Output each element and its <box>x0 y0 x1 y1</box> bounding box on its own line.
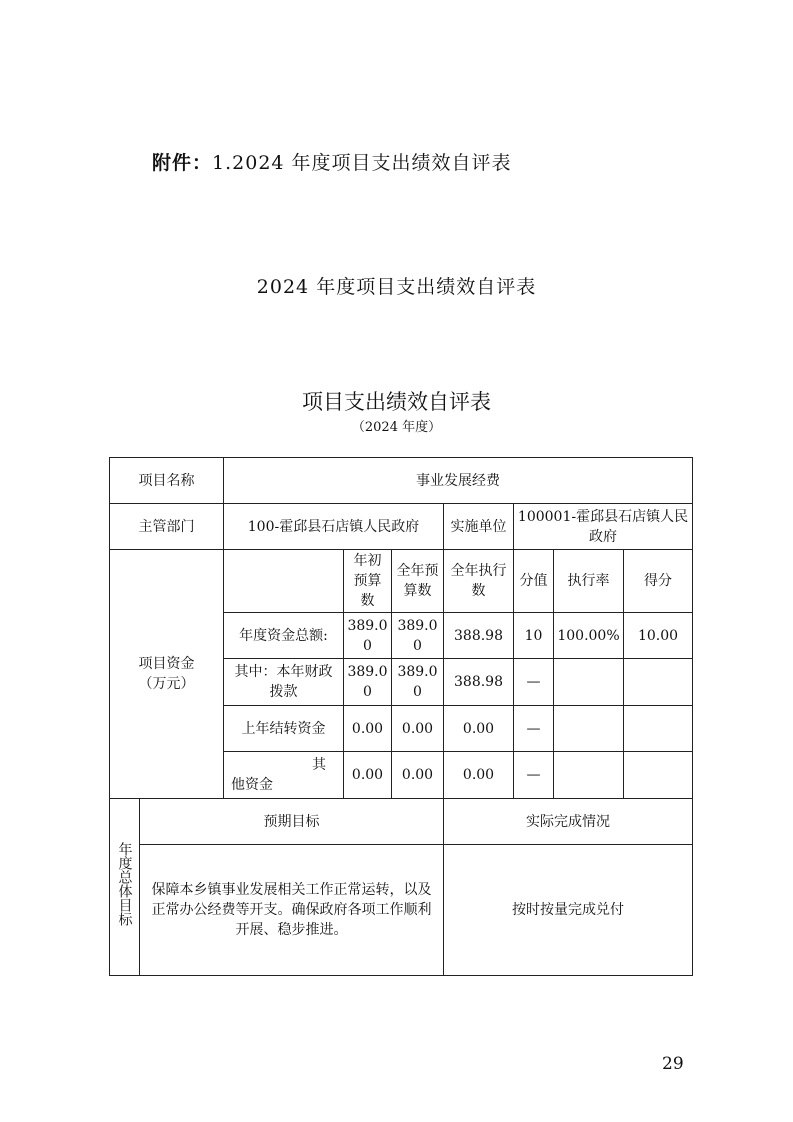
funds-exec-rate: 100.00% <box>554 613 624 659</box>
funds-other-label-bottom: 他资金 <box>231 777 273 793</box>
funds-header-blank <box>224 550 344 613</box>
funds-exec: 388.98 <box>444 659 514 706</box>
funds-score-value: — <box>514 706 554 752</box>
row-funds-header <box>110 550 693 613</box>
page-number: 29 <box>662 1054 684 1074</box>
funds-exec-rate <box>554 659 624 706</box>
funds-row-label: 上年结转资金 <box>224 706 344 752</box>
funds-exec: 388.98 <box>444 613 514 659</box>
funds-full: 389.00 <box>392 613 444 659</box>
col-score: 得分 <box>624 550 693 613</box>
row-department <box>110 504 693 550</box>
document-title: 2024 年度项目支出绩效自评表 <box>256 276 537 298</box>
table-year: （2024 年度） <box>351 420 442 435</box>
actual-completion-label: 实际完成情况 <box>444 799 693 845</box>
funds-initial: 389.00 <box>344 659 392 706</box>
funds-score <box>624 752 693 799</box>
col-score-value: 分值 <box>514 550 554 613</box>
expected-goal-label: 预期目标 <box>140 799 444 845</box>
col-initial-budget: 年初预算数 <box>344 550 392 613</box>
col-full-budget: 全年预算数 <box>392 550 444 613</box>
attachment-prefix: 附件： <box>152 152 213 174</box>
table-title: 项目支出绩效自评表 <box>302 390 491 414</box>
funds-score <box>624 659 693 706</box>
funds-initial: 0.00 <box>344 752 392 799</box>
row-project-name <box>110 458 693 504</box>
funds-exec: 0.00 <box>444 752 514 799</box>
attachment-text: 1.2024 年度项目支出绩效自评表 <box>212 152 512 174</box>
funds-score-value: — <box>514 752 554 799</box>
project-name-label: 项目名称 <box>110 458 224 504</box>
attachment-heading <box>152 148 512 175</box>
funds-initial: 0.00 <box>344 706 392 752</box>
funds-full: 389.00 <box>392 659 444 706</box>
annual-goal-label-text: 年度总体目标 <box>116 842 133 926</box>
funds-score <box>624 706 693 752</box>
funds-initial: 389.00 <box>344 613 392 659</box>
funds-exec-rate <box>554 752 624 799</box>
funds-exec-rate <box>554 706 624 752</box>
dept-label: 主管部门 <box>110 504 224 550</box>
row-goals-header <box>110 799 693 845</box>
funds-other-label-top: 其 <box>312 757 326 773</box>
funds-label-text: 项目资金（万元） <box>138 656 195 692</box>
expected-goal-text: 保障本乡镇事业发展相关工作正常运转，以及正常办公经费等开支。确保政府各项工作顺利开展、稳步推进。 <box>140 845 444 976</box>
col-full-exec: 全年执行数 <box>444 550 514 613</box>
row-goals-content <box>110 845 693 976</box>
funds-exec: 0.00 <box>444 706 514 752</box>
funds-score: 10.00 <box>624 613 693 659</box>
col-exec-rate: 执行率 <box>554 550 624 613</box>
project-name-value: 事业发展经费 <box>224 458 693 504</box>
impl-unit-value: 100001-霍邱县石店镇人民政府 <box>514 504 693 550</box>
dept-value: 100-霍邱县石店镇人民政府 <box>224 504 444 550</box>
funds-row-label: 年度资金总额: <box>224 613 344 659</box>
actual-completion-text: 按时按量完成兑付 <box>444 845 693 976</box>
funds-row-label: 其中：本年财政拨款 <box>224 659 344 706</box>
funds-row-label <box>224 752 344 799</box>
funds-label <box>110 550 224 799</box>
funds-full: 0.00 <box>392 706 444 752</box>
funds-score-value: — <box>514 659 554 706</box>
funds-score-value: 10 <box>514 613 554 659</box>
annual-goal-label <box>110 799 140 976</box>
performance-evaluation-table <box>109 457 693 976</box>
impl-unit-label: 实施单位 <box>444 504 514 550</box>
funds-full: 0.00 <box>392 752 444 799</box>
